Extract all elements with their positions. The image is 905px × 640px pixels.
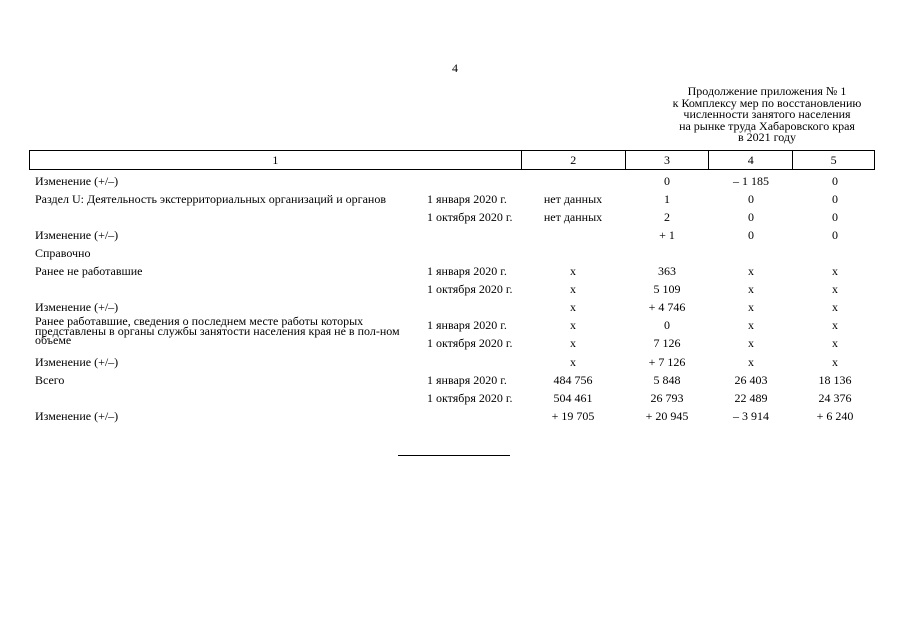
table-row bbox=[29, 263, 875, 280]
cell-col2: х bbox=[570, 282, 576, 296]
row-date: 1 октября 2020 г. bbox=[427, 282, 513, 296]
cell-col3: 363 bbox=[658, 264, 676, 278]
cell-col5: 0 bbox=[832, 174, 838, 188]
row-label: Раздел U: Деятельность экстерриториальных организаций и органов bbox=[35, 192, 386, 206]
cell-col2: нет данных bbox=[543, 192, 603, 206]
row-label: Изменение (+/–) bbox=[35, 409, 119, 423]
cell-col3: + 7 126 bbox=[648, 355, 686, 369]
row-date: 1 января 2020 г. bbox=[427, 318, 507, 332]
column-header-5: 5 bbox=[792, 151, 874, 169]
table-row bbox=[29, 191, 875, 208]
cell-col5: 0 bbox=[832, 210, 838, 224]
table-row bbox=[29, 209, 875, 226]
appendix-note-line: Продолжение приложения № 1 bbox=[687, 84, 847, 98]
cell-col2: 484 756 bbox=[553, 373, 593, 387]
cell-col3: + 20 945 bbox=[645, 409, 689, 423]
cell-col3: 0 bbox=[664, 174, 670, 188]
cell-col5: х bbox=[832, 355, 838, 369]
cell-col4: – 1 185 bbox=[733, 174, 769, 188]
cell-col3: 0 bbox=[664, 318, 670, 332]
cell-col4: х bbox=[748, 355, 754, 369]
column-header-1: 1 bbox=[272, 152, 279, 167]
appendix-note-line: в 2021 году bbox=[737, 130, 797, 144]
table-row bbox=[29, 173, 875, 190]
cell-col5: х bbox=[832, 336, 838, 350]
row-date: 1 октября 2020 г. bbox=[427, 391, 513, 405]
cell-col5: х bbox=[832, 264, 838, 278]
table-header bbox=[29, 150, 875, 170]
appendix-note-line: численности занятого населения bbox=[683, 107, 851, 121]
row-date: 1 января 2020 г. bbox=[427, 192, 507, 206]
row-date: 1 октября 2020 г. bbox=[427, 210, 513, 224]
table-row bbox=[29, 354, 875, 371]
column-header-4: 4 bbox=[708, 151, 792, 169]
row-label: Ранее работавшие, сведения о последнем месте работы которых представлены в органы службы занятости населения края не в пол-ном объеме bbox=[35, 314, 400, 347]
cell-col4: 0 bbox=[748, 228, 754, 242]
appendix-note-line: на рынке труда Хабаровского края bbox=[679, 118, 855, 133]
table-row bbox=[29, 408, 875, 425]
page-number: 4 bbox=[452, 61, 458, 75]
row-label: Справочно bbox=[35, 246, 91, 260]
cell-col4: х bbox=[748, 318, 754, 332]
cell-col2: х bbox=[570, 264, 576, 278]
cell-col4: 22 489 bbox=[734, 391, 768, 405]
cell-col3: 26 793 bbox=[650, 391, 684, 405]
cell-col3: 2 bbox=[664, 210, 670, 224]
table-row bbox=[29, 227, 875, 244]
cell-col2: х bbox=[570, 336, 576, 350]
cell-col4: 0 bbox=[748, 210, 754, 224]
cell-col2: х bbox=[570, 355, 576, 369]
appendix-note-line: к Комплексу мер по восстановлению bbox=[672, 95, 862, 110]
cell-col3: 7 126 bbox=[653, 336, 681, 350]
row-label: Изменение (+/–) bbox=[35, 300, 119, 314]
cell-col2: 504 461 bbox=[553, 391, 593, 405]
row-label: Изменение (+/–) bbox=[35, 174, 119, 188]
cell-col5: + 6 240 bbox=[816, 409, 854, 423]
cell-col3: + 4 746 bbox=[648, 300, 686, 314]
cell-col2: х bbox=[570, 318, 576, 332]
row-label: Всего bbox=[35, 373, 65, 387]
cell-col4: х bbox=[748, 264, 754, 278]
row-date: 1 октября 2020 г. bbox=[427, 336, 513, 350]
table-row bbox=[29, 314, 875, 352]
row-label: Изменение (+/–) bbox=[35, 228, 119, 242]
cell-col5: 24 376 bbox=[818, 391, 852, 405]
cell-col4: х bbox=[748, 282, 754, 296]
cell-col4: 26 403 bbox=[734, 373, 768, 387]
cell-col4: х bbox=[748, 336, 754, 350]
cell-col2: нет данных bbox=[543, 210, 603, 224]
row-date: 1 января 2020 г. bbox=[427, 373, 507, 387]
table-row bbox=[29, 245, 875, 262]
cell-col2: х bbox=[570, 300, 576, 314]
cell-col5: 0 bbox=[832, 228, 838, 242]
cell-col3: 5 109 bbox=[653, 282, 681, 296]
appendix-note bbox=[650, 86, 884, 144]
bottom-divider bbox=[398, 455, 510, 456]
cell-col3: 5 848 bbox=[653, 373, 681, 387]
cell-col5: 18 136 bbox=[818, 373, 852, 387]
cell-col4: 0 bbox=[748, 192, 754, 206]
cell-col3: 1 bbox=[664, 192, 670, 206]
table-row bbox=[29, 281, 875, 298]
row-label: Изменение (+/–) bbox=[35, 355, 119, 369]
cell-col5: х bbox=[832, 300, 838, 314]
column-header-2: 2 bbox=[521, 151, 625, 169]
table-row bbox=[29, 372, 875, 389]
cell-col3: + 1 bbox=[659, 228, 675, 242]
cell-col5: х bbox=[832, 318, 838, 332]
table-row bbox=[29, 390, 875, 407]
cell-col5: х bbox=[832, 282, 838, 296]
cell-col2: + 19 705 bbox=[551, 409, 595, 423]
cell-col4: х bbox=[748, 300, 754, 314]
cell-col4: – 3 914 bbox=[733, 409, 769, 423]
row-date: 1 января 2020 г. bbox=[427, 264, 507, 278]
cell-col5: 0 bbox=[832, 192, 838, 206]
row-label: Ранее не работавшие bbox=[35, 264, 143, 278]
column-header-3: 3 bbox=[625, 151, 709, 169]
